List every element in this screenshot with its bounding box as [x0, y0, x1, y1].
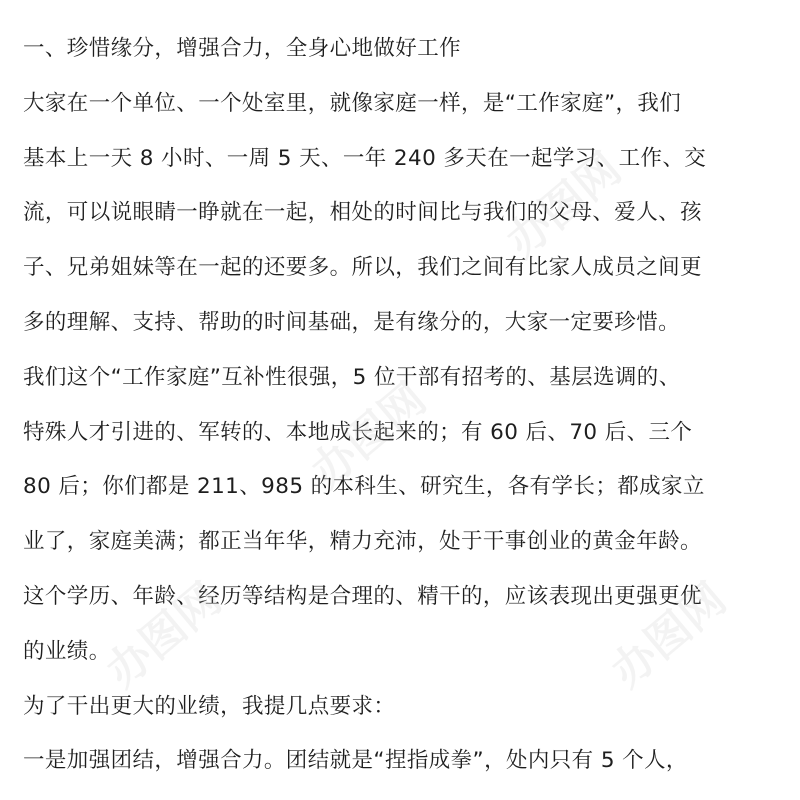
- paragraph-line: 大家在一个单位、一个处室里，就像家庭一样，是“工作家庭”，我们: [23, 90, 682, 116]
- paragraph-line: 流，可以说眼睛一睁就在一起，相处的时间比与我们的父母、爱人、孩: [23, 200, 702, 226]
- watermark: 办图网: [301, 373, 436, 498]
- watermark: 办图网: [601, 573, 736, 698]
- paragraph-line: 子、兄弟姐妹等在一起的还要多。所以，我们之间有比家人成员之间更: [23, 255, 702, 281]
- paragraph-line: 一是加强团结，增强合力。团结就是“捏指成拳”，处内只有 5 个人，: [23, 748, 688, 774]
- paragraph-line: 基本上一天 8 小时、一周 5 天、一年 240 多天在一起学习、工作、交: [23, 145, 707, 171]
- paragraph-line: 我们这个“工作家庭”互补性很强，5 位干部有招考的、基层选调的、: [23, 364, 681, 390]
- section-heading: 一、珍惜缘分，增强合力，全身心地做好工作: [23, 36, 462, 61]
- watermark: 办图网: [496, 143, 631, 268]
- paragraph-line: 业了，家庭美满；都正当年华，精力充沛，处于干事创业的黄金年龄。: [23, 529, 702, 555]
- paragraph-line: 为了干出更大的业绩，我提几点要求：: [23, 693, 396, 719]
- paragraph-line: 特殊人才引进的、军转的、本地成长起来的；有 60 后、70 后、三个: [23, 419, 693, 445]
- paragraph-line: 这个学历、年龄、经历等结构是合理的、精干的，应该表现出更强更优: [23, 583, 702, 609]
- paragraph-line: 多的理解、支持、帮助的时间基础，是有缘分的，大家一定要珍惜。: [23, 309, 681, 335]
- document-body: [23, 22, 783, 789]
- paragraph-line: 80 后；你们都是 211、985 的本科生、研究生，各有学长；都成家立: [23, 474, 705, 500]
- watermark: 办图网: [96, 573, 231, 698]
- paragraph-line: 的业绩。: [23, 638, 111, 664]
